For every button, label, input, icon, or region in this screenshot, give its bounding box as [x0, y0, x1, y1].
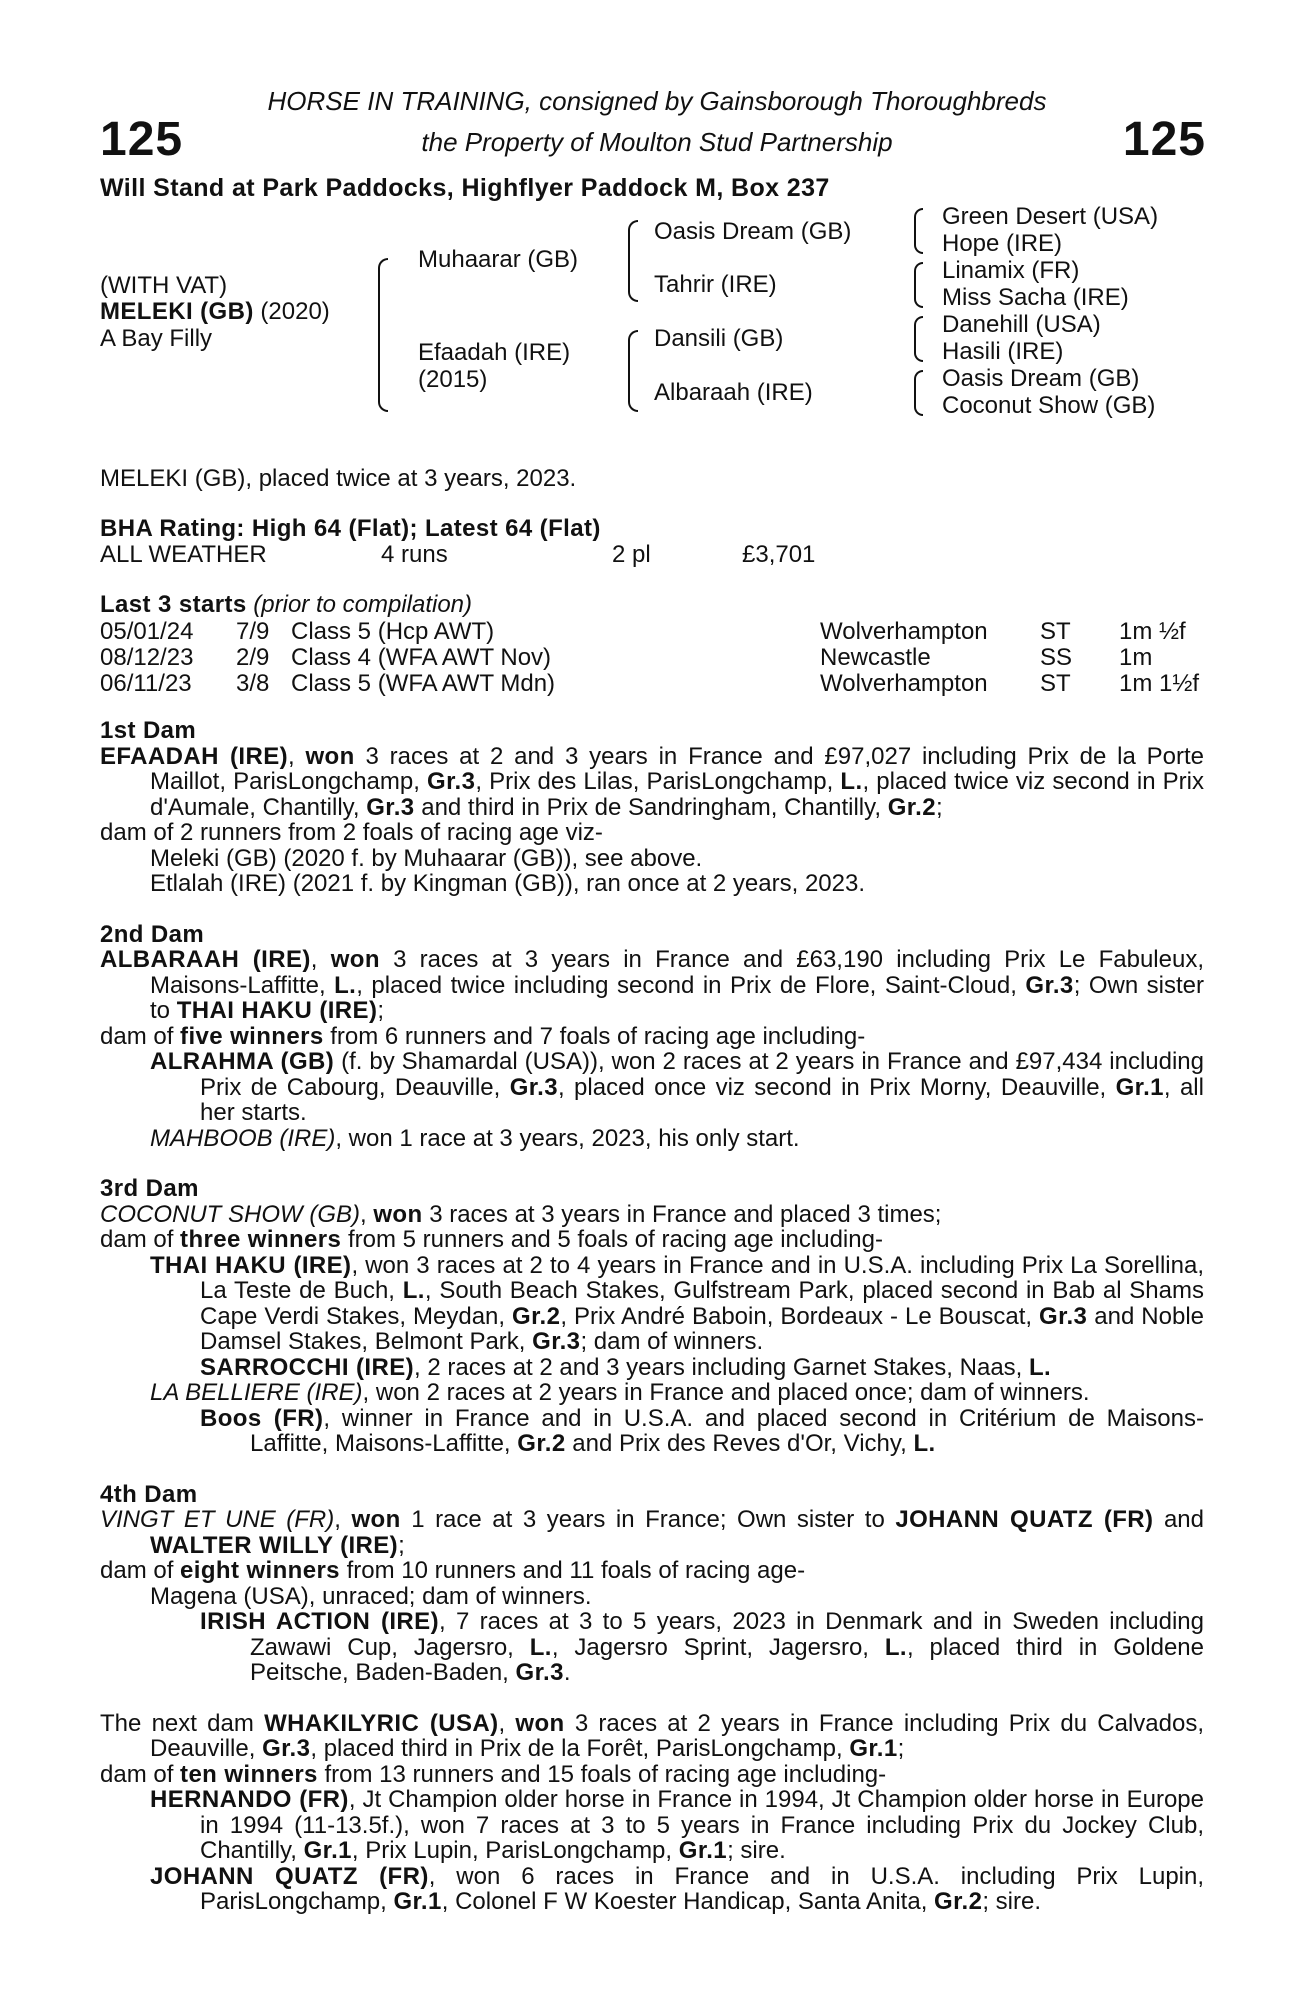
- dam2-sister: THAI HAKU (IRE): [176, 997, 378, 1024]
- horse-name: MELEKI (GB): [100, 298, 254, 325]
- dam1-record: EFAADAH (IRE), won 3 races at 2 and 3 years in France and £97,027 including Prix de la Porte Maillot, ParisLongchamp, Gr.3, Prix des Lilas, ParisLongchamp, L., placed twice viz second in Prix d'Aumale, Chantilly, Gr.3 and third in Prix de Sandringham, Chantilly, Gr.2;: [100, 742, 1204, 821]
- nextdam-text: ,: [498, 1709, 516, 1737]
- damof-text: dam of: [100, 1226, 181, 1253]
- progeny-name: SARROCCHI (IRE): [200, 1353, 414, 1381]
- progeny-text: , won 6 races in France and in U.S.A. including Prix Lupin, ParisLongchamp,: [200, 1862, 1205, 1915]
- dam2-text: ;: [377, 997, 385, 1024]
- gen3-7: Oasis Dream (GB): [942, 365, 1140, 392]
- nextdam-progeny-2: [100, 1864, 1204, 1915]
- grade: Gr.3: [262, 1735, 311, 1762]
- grade: L.: [1029, 1353, 1052, 1381]
- damof-text: from 10 runners and 11 foals of racing age-: [339, 1557, 806, 1584]
- dam1-progeny-2: Etlalah (IRE) (2021 f. by Kingman (GB)), ran once at 2 years, 2023.: [150, 870, 866, 897]
- pedigree-bracket-4a: [914, 208, 923, 254]
- dam-name: Efaadah (IRE): [418, 339, 571, 366]
- dam2-text: , placed twice including second in Prix de Flore, Saint-Cloud,: [356, 971, 1026, 999]
- grade: Gr.3: [427, 768, 476, 795]
- damof-winners: ten winners: [180, 1760, 318, 1788]
- progeny-text: and Prix des Reves d'Or, Vichy,: [565, 1430, 914, 1457]
- dam3-name: COCONUT SHOW (GB): [100, 1200, 360, 1228]
- progeny-text: , all her starts.: [200, 1073, 1204, 1126]
- starts-title-label: Last 3 starts: [100, 591, 247, 618]
- dam4-progeny-1a: [100, 1609, 1204, 1686]
- pedigree-bracket-dam: [628, 330, 638, 412]
- dam1-text: 3 races at 2 and 3 years in France and £97,027 including Prix de la Porte Maillot, ParisLongchamp,: [150, 742, 1204, 795]
- grade: Gr.1: [678, 1837, 728, 1864]
- progeny-text: , 7 races at 3 to 5 years, 2023 in Denmark and in Sweden including Zawawi Cup, Jagersro,: [250, 1608, 1204, 1661]
- dam3-text: 3 races at 3 years in France and placed 3 times;: [422, 1200, 942, 1228]
- dam2-damof: [100, 1024, 1204, 1050]
- grade: Gr.1: [849, 1735, 898, 1762]
- dam1-won: won: [305, 742, 355, 770]
- progeny-name: IRISH ACTION (IRE): [200, 1608, 439, 1635]
- grade: Gr.3: [366, 793, 415, 821]
- start-pos: 3/8: [236, 670, 270, 697]
- dam1-heading: 1st Dam: [100, 717, 197, 744]
- dam3-won: won: [373, 1200, 423, 1228]
- grade: L.: [402, 1277, 425, 1304]
- progeny-text: , won 3 races at 2 to 4 years in France and in U.S.A. including Prix La Sorellina, La Teste de Buch,: [200, 1251, 1204, 1304]
- rating-title: BHA Rating: High 64 (Flat); Latest 64 (Flat): [100, 515, 601, 542]
- pedigree-bracket-sire: [628, 220, 638, 302]
- dam2-progeny-2: [100, 1126, 1204, 1152]
- grade: Gr.1: [393, 1888, 442, 1915]
- grade: L.: [913, 1430, 936, 1457]
- rating-runs: 4 runs: [381, 541, 448, 568]
- start-going: ST: [1040, 618, 1071, 645]
- dam1-name: EFAADAH (IRE): [100, 742, 288, 770]
- grade: Gr.3: [532, 1328, 581, 1355]
- grade: Gr.1: [1115, 1073, 1164, 1101]
- nextdam-progeny-1: [100, 1787, 1204, 1864]
- dam2-name: ALBARAAH (IRE): [100, 946, 311, 973]
- progeny-text: and Noble Damsel Stakes, Belmont Park,: [200, 1302, 1204, 1355]
- dam4-won: won: [351, 1506, 401, 1533]
- damof-winners: five winners: [180, 1022, 324, 1050]
- progeny-text: , Prix André Baboin, Bordeaux - Le Bouscat,: [560, 1302, 1039, 1330]
- progeny-text: ; sire.: [727, 1837, 786, 1864]
- grade: Gr.3: [1039, 1302, 1088, 1330]
- damof-text: from 5 runners and 5 foals of racing age including-: [341, 1226, 883, 1253]
- damof-text: dam of: [100, 1760, 181, 1788]
- start-pos: 7/9: [236, 618, 270, 645]
- dam2-heading: 2nd Dam: [100, 920, 205, 948]
- grade: Gr.1: [303, 1837, 352, 1864]
- dam4-record: [100, 1507, 1204, 1558]
- start-course: Wolverhampton: [820, 618, 988, 645]
- dam3-record: [100, 1202, 1204, 1228]
- vat-note: (WITH VAT): [100, 272, 228, 299]
- gen3-2: Hope (IRE): [942, 230, 1063, 257]
- starts-title: [100, 592, 472, 618]
- dam2-won: won: [330, 946, 380, 973]
- nextdam-won: won: [515, 1709, 565, 1737]
- dam-sections: [100, 718, 1204, 1915]
- dam4-text: 1 race at 3 years in France; Own sister to: [400, 1506, 896, 1533]
- sire-sire: Oasis Dream (GB): [654, 218, 852, 245]
- dam1-damof: dam of 2 runners from 2 foals of racing age viz-: [100, 819, 603, 846]
- gen3-6: Hasili (IRE): [942, 338, 1064, 365]
- grade: Gr.3: [515, 1659, 564, 1686]
- progeny-text: , Jt Champion older horse in France in 1994, Jt Champion older horse in Europe in 1994 (11-13.5f.), won 7 races at 3 to 5 years in France including Prix du Jockey Club, Chantilly,: [200, 1786, 1204, 1864]
- start-going: SS: [1040, 644, 1073, 671]
- start-course: Wolverhampton: [820, 670, 988, 697]
- progeny-text: ; sire.: [982, 1888, 1042, 1915]
- start-race: Class 4 (WFA AWT Nov): [291, 644, 552, 671]
- grade: L.: [334, 971, 357, 999]
- gen3-5: Danehill (USA): [942, 311, 1101, 338]
- progeny-name: MAHBOOB (IRE): [150, 1124, 336, 1152]
- grade: Gr.2: [512, 1302, 561, 1330]
- progeny-name: ALRAHMA (GB): [150, 1048, 335, 1075]
- nextdam-damof: [100, 1762, 1204, 1788]
- start-going: ST: [1040, 670, 1071, 697]
- damof-text: from 13 runners and 15 foals of racing age including-: [317, 1760, 887, 1788]
- progeny-text: , Colonel F W Koester Handicap, Santa Anita,: [441, 1888, 935, 1915]
- dam1-text: , placed twice viz second in Prix d'Aumale, Chantilly,: [150, 768, 1204, 821]
- grade: Gr.2: [887, 793, 936, 821]
- start-dist: 1m 1½f: [1119, 670, 1200, 697]
- dam3-text: ,: [359, 1200, 374, 1228]
- damof-text: dam of: [100, 1557, 181, 1584]
- damof-winners: three winners: [180, 1226, 342, 1253]
- horse-year: (2020): [260, 298, 330, 325]
- sire-dam: Tahrir (IRE): [654, 271, 777, 298]
- pedigree-bracket-main: [378, 258, 388, 412]
- progeny-text: .: [563, 1659, 571, 1686]
- consignor-line: HORSE IN TRAINING, consigned by Gainsborough Thoroughbreds: [267, 86, 1047, 116]
- damof-winners: eight winners: [180, 1557, 340, 1584]
- dam2-record: ALBARAAH (IRE), won 3 races at 3 years in France and £63,190 including Prix Le Fabuleux, Maisons-Laffitte, L., placed twice including second in Prix de Flore, Saint-Cloud, Gr.3; Own sister to THAI HAKU (IRE);: [100, 946, 1205, 1024]
- progeny-text: (f. by Shamardal (USA)), won 2 races at 2 years in France and £97,434 including Prix de Cabourg, Deauville,: [200, 1048, 1204, 1101]
- grade: L.: [884, 1633, 907, 1661]
- starts-note: (prior to compilation): [253, 591, 473, 618]
- nextdam-text: , placed third in Prix de la Forêt, ParisLongchamp,: [310, 1735, 850, 1762]
- start-date: 06/11/23: [100, 670, 192, 697]
- progeny-text: , won 1 race at 3 years, 2023, his only start.: [335, 1124, 800, 1152]
- grade: Gr.3: [1025, 971, 1074, 999]
- dam-sire: Dansili (GB): [654, 325, 784, 352]
- start-course: Newcastle: [820, 644, 931, 671]
- progeny-name: JOHANN QUATZ (FR): [150, 1862, 429, 1890]
- progeny-text: , Prix Lupin, ParisLongchamp,: [351, 1837, 679, 1864]
- grade: L.: [840, 768, 863, 795]
- start-dist: 1m: [1119, 644, 1153, 671]
- pedigree-bracket-4b: [914, 262, 923, 308]
- progeny-name: THAI HAKU (IRE): [150, 1251, 352, 1279]
- nextdam-text: ;: [897, 1735, 905, 1762]
- gen3-1: Green Desert (USA): [942, 203, 1159, 230]
- dam1-text: ;: [936, 793, 943, 821]
- dam3-progeny-2a: [100, 1406, 1204, 1457]
- nextdam-record: [100, 1711, 1204, 1762]
- dam4-name: VINGT ET UNE (FR): [100, 1506, 335, 1533]
- start-dist: 1m ½f: [1119, 618, 1186, 645]
- grade: Gr.3: [509, 1073, 558, 1101]
- progeny-text: , won 2 races at 2 years in France and placed once; dam of winners.: [362, 1379, 1090, 1406]
- property-line: the Property of Moulton Stud Partnership: [421, 127, 893, 157]
- grade: Gr.2: [517, 1430, 566, 1457]
- dam2-text: ; Own sister to: [150, 971, 1204, 1024]
- progeny-text: , 2 races at 2 and 3 years including Garnet Stakes, Naas,: [414, 1353, 1029, 1381]
- pedigree-bracket-4c: [914, 316, 923, 362]
- progeny-text: ; dam of winners.: [580, 1328, 764, 1355]
- start-race: Class 5 (Hcp AWT): [291, 618, 495, 645]
- race-summary: MELEKI (GB), placed twice at 3 years, 2023.: [100, 465, 577, 492]
- dam4-sibling: WALTER WILLY (IRE): [150, 1531, 399, 1559]
- progeny-name: LA BELLIERE (IRE): [150, 1379, 363, 1406]
- horse-description: A Bay Filly: [100, 325, 213, 352]
- dam3-progeny-2: [100, 1380, 1204, 1406]
- rating-surface: ALL WEATHER: [100, 541, 267, 568]
- dam4-damof: [100, 1558, 1204, 1584]
- progeny-text: , Jagersro Sprint, Jagersro,: [551, 1633, 885, 1661]
- gen3-4: Miss Sacha (IRE): [942, 284, 1129, 311]
- dam4-text: ;: [398, 1531, 405, 1559]
- start-race: Class 5 (WFA AWT Mdn): [291, 670, 556, 697]
- grade: Gr.2: [934, 1888, 983, 1915]
- dam1-progeny-1: Meleki (GB) (2020 f. by Muhaarar (GB)), see above.: [150, 844, 703, 872]
- nextdam-text: The next dam: [100, 1709, 265, 1737]
- dam4-progeny-1: Magena (USA), unraced; dam of winners.: [150, 1582, 592, 1610]
- dam4-text: ,: [334, 1506, 352, 1533]
- dam4-sibling: JOHANN QUATZ (FR): [895, 1506, 1154, 1533]
- dam4-heading: 4th Dam: [100, 1480, 198, 1508]
- grade: L.: [529, 1633, 552, 1661]
- pedigree-bracket-4d: [914, 370, 923, 416]
- start-date: 08/12/23: [100, 644, 194, 671]
- progeny-name: Boos (FR): [200, 1404, 324, 1432]
- dam2-progeny-1: [100, 1049, 1204, 1126]
- start-date: 05/01/24: [100, 618, 194, 645]
- dam2-text: 3 races at 3 years in France and £63,190 including Prix Le Fabuleux, Maisons-Laffitte,: [150, 946, 1205, 999]
- dam4-text: and: [1153, 1506, 1204, 1533]
- dam1-text: and third in Prix de Sandringham, Chantilly,: [414, 793, 888, 821]
- lot-number-right: 125: [1122, 113, 1206, 166]
- dam1-text: , Prix des Lilas, ParisLongchamp,: [475, 768, 841, 795]
- nextdam-text: 3 races at 2 years in France including Prix du Calvados, Deauville,: [150, 1709, 1204, 1762]
- damof-text: dam of: [100, 1022, 181, 1050]
- progeny-text: , placed once viz second in Prix Morny, Deauville,: [558, 1073, 1116, 1101]
- progeny-text: , winner in France and in U.S.A. and placed second in Critérium de Maisons-Laffitte, Maisons-Laffitte,: [250, 1404, 1204, 1457]
- start-pos: 2/9: [236, 644, 270, 671]
- rating-earnings: £3,701: [742, 541, 816, 568]
- dam-dam: Albaraah (IRE): [654, 379, 813, 406]
- dam3-progeny-1: [100, 1253, 1204, 1355]
- dam3-progeny-1a: [100, 1355, 1204, 1381]
- dam3-heading: 3rd Dam: [100, 1175, 199, 1202]
- progeny-text: , placed third in Goldene Peitsche, Baden-Baden,: [250, 1633, 1204, 1686]
- damof-text: from 6 runners and 7 foals of racing age including-: [323, 1022, 866, 1050]
- horse-title: [100, 299, 330, 325]
- nextdam-name: WHAKILYRIC (USA): [264, 1709, 499, 1737]
- rating-placed: 2 pl: [612, 541, 651, 568]
- gen3-3: Linamix (FR): [942, 257, 1080, 284]
- lot-number-left: 125: [100, 113, 184, 166]
- sire-name: Muhaarar (GB): [418, 246, 579, 273]
- gen3-8: Coconut Show (GB): [942, 392, 1156, 419]
- stand-location: Will Stand at Park Paddocks, Highflyer Paddock M, Box 237: [100, 174, 830, 202]
- dam-year: (2015): [418, 366, 488, 393]
- dam3-damof: [100, 1227, 1204, 1253]
- progeny-text: , South Beach Stakes, Gulfstream Park, placed second in Bab al Shams Cape Verdi Stakes, Meydan,: [200, 1277, 1204, 1330]
- progeny-name: HERNANDO (FR): [150, 1786, 349, 1813]
